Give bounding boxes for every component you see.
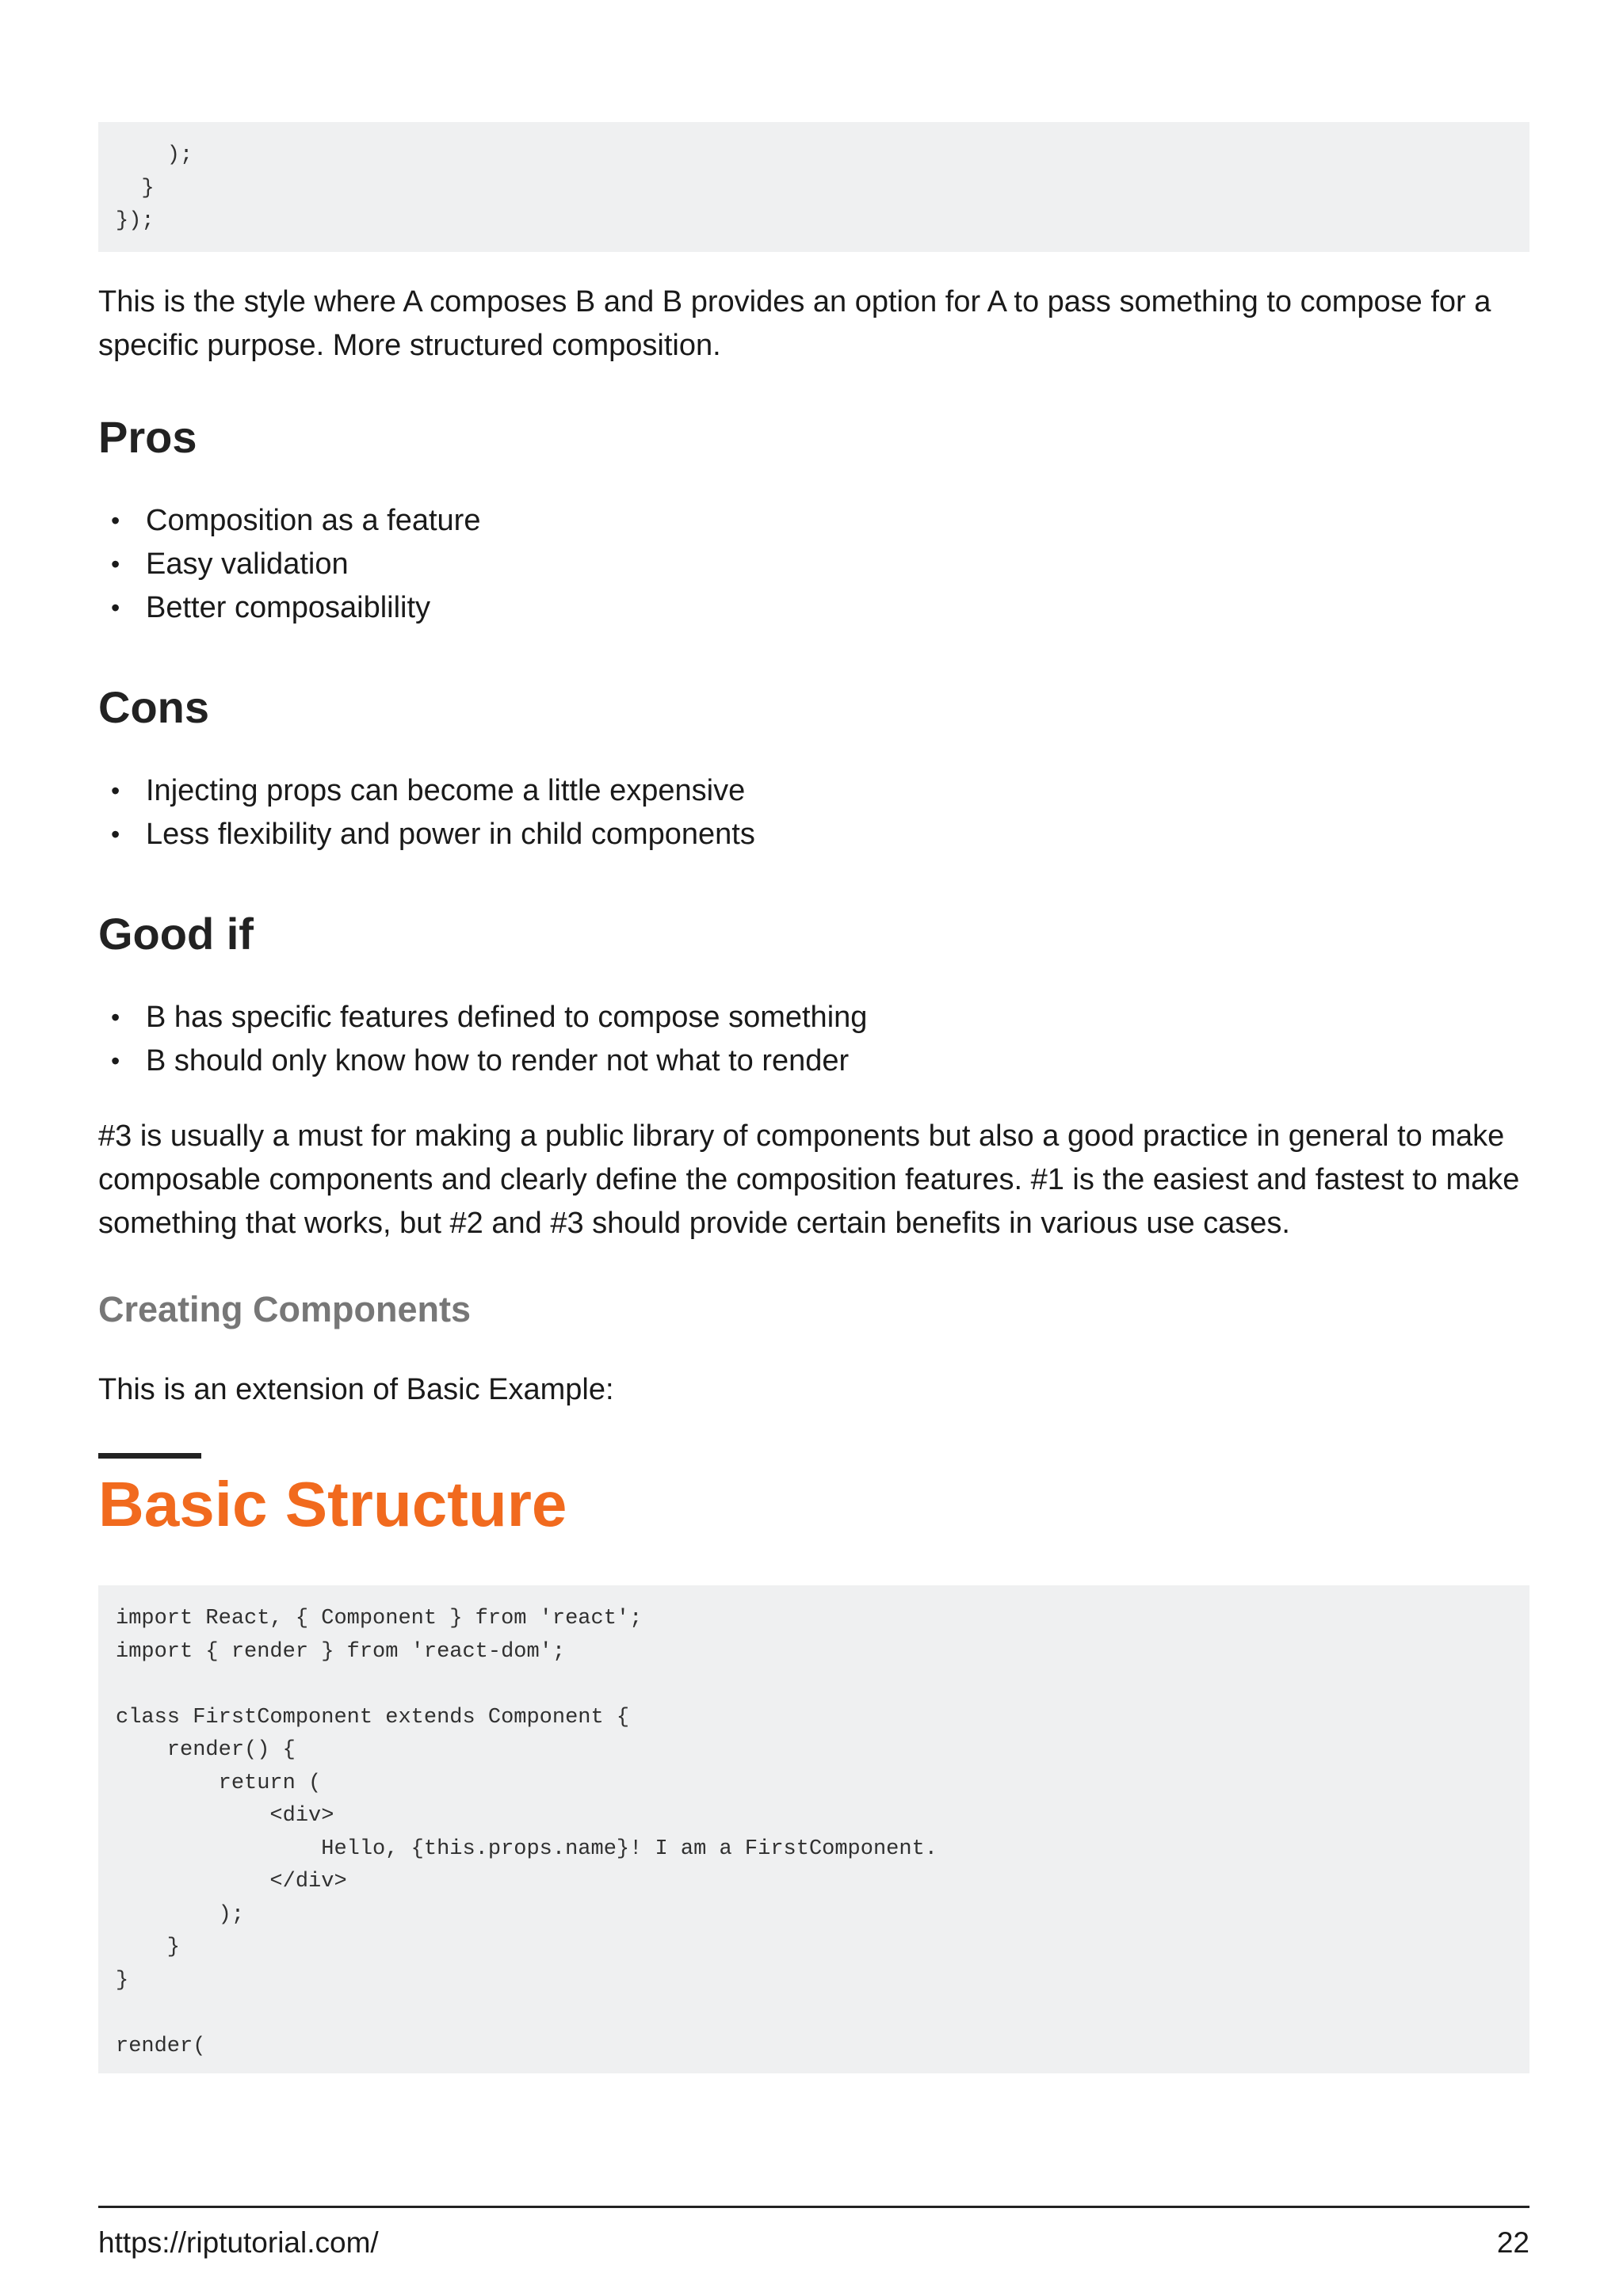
intro-paragraph: This is the style where A composes B and B provides an option for A to pass something to compose for a specific purpose. More structured composition. xyxy=(98,285,1491,362)
code-line: Hello, {this.props.name}! I am a FirstComponent. xyxy=(116,1836,938,1861)
title-rule xyxy=(98,1453,201,1459)
code-line: render() { xyxy=(116,1738,296,1762)
code-line: } xyxy=(116,1936,181,1959)
code-line: import React, { Component } from 'react'; xyxy=(116,1607,643,1630)
list-item: • Better composaiblility xyxy=(146,586,1529,630)
code-line xyxy=(116,1669,1512,1702)
list-item: • Easy validation xyxy=(146,543,1529,586)
code-block-top xyxy=(98,122,1529,252)
code-line: ); xyxy=(116,1902,245,1927)
footer-divider xyxy=(98,2206,1529,2208)
page-number: 22 xyxy=(1496,2226,1529,2259)
cons-heading: Cons xyxy=(98,682,209,732)
code-block-basic-structure xyxy=(98,1585,1529,2073)
page-content xyxy=(98,122,1529,2073)
summary-paragraph: #3 is usually a must for making a public library of components but also a good practice in general to make composable components and clearly define the composition features. #1 is the easiest and fastest to make something that works, but #2 and #3 should provide certain benefits in various use cases. xyxy=(98,1119,1520,1240)
list-item: • Less flexibility and power in child components xyxy=(146,813,1529,856)
list-item: • Composition as a feature xyxy=(146,499,1529,543)
list-item: • B has specific features defined to compose something xyxy=(146,996,1529,1039)
code-line xyxy=(116,1997,1512,2031)
code-line: return ( xyxy=(116,1771,322,1795)
list-item: • Injecting props can become a little expensive xyxy=(146,769,1529,813)
code-line: <div> xyxy=(116,1804,334,1828)
code-line: } xyxy=(116,1968,129,1993)
basic-structure-title: Basic Structure xyxy=(98,1469,567,1539)
code-line: }); xyxy=(116,209,155,233)
footer-url-link[interactable]: https://riptutorial.com/ xyxy=(98,2226,379,2259)
good-if-list xyxy=(98,996,1529,1083)
code-line: ); xyxy=(116,143,193,167)
good-if-heading: Good if xyxy=(98,909,254,959)
cons-list xyxy=(98,769,1529,856)
code-line: } xyxy=(116,176,155,200)
pros-heading: Pros xyxy=(98,412,197,462)
code-line: render( xyxy=(116,2034,206,2058)
pros-list xyxy=(98,499,1529,630)
creating-components-heading: Creating Components xyxy=(98,1289,472,1329)
code-line: class FirstComponent extends Component { xyxy=(116,1705,630,1730)
extension-paragraph: This is an extension of Basic Example: xyxy=(98,1373,614,1406)
code-line: </div> xyxy=(116,1870,347,1894)
code-line: import { render } from 'react-dom'; xyxy=(116,1639,566,1664)
list-item: • B should only know how to render not what to render xyxy=(146,1039,1529,1083)
